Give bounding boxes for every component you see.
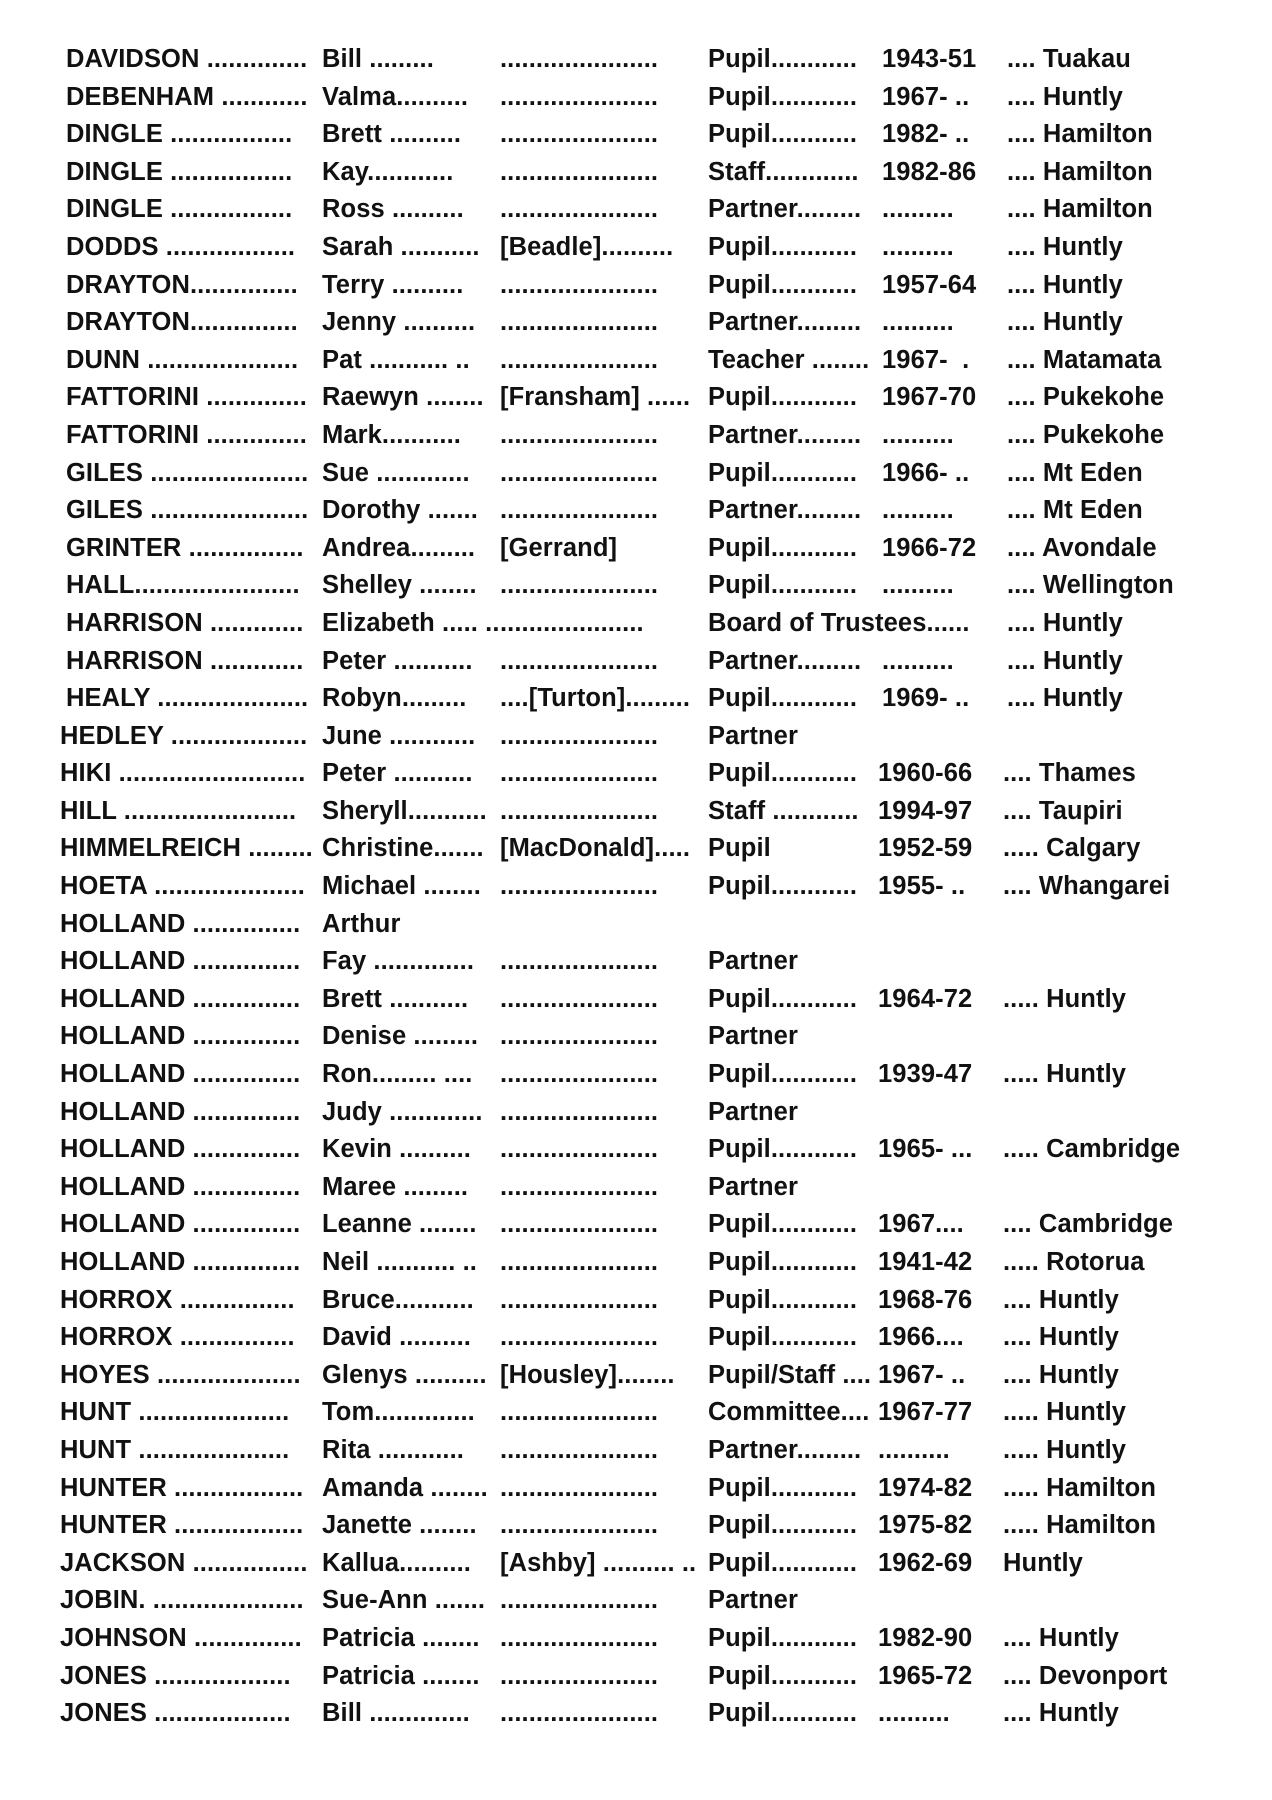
location: .... Hamilton: [1007, 120, 1153, 149]
maiden-name: [Gerrand]: [500, 533, 618, 562]
surname: HORROX ................: [60, 1285, 295, 1314]
first-name: Sarah ...........: [322, 232, 480, 261]
role: Pupil............: [708, 270, 858, 299]
years: ..........: [882, 496, 954, 525]
location: Huntly: [1003, 1548, 1083, 1577]
first-name: Kallua..........: [322, 1548, 471, 1577]
location: .... Huntly: [1007, 82, 1123, 111]
list-item: [0, 492, 1272, 530]
list-item: [0, 1394, 1272, 1432]
role: Committee....: [708, 1398, 870, 1427]
surname: GILES ......................: [66, 496, 309, 525]
first-name: Michael ........: [322, 872, 481, 901]
first-name: Dorothy .......: [322, 496, 478, 525]
maiden-name: ......................: [500, 1661, 659, 1690]
surname: HILL ........................: [60, 796, 297, 825]
location: .... Mt Eden: [1007, 458, 1143, 487]
maiden-name: ......................: [500, 1135, 659, 1164]
first-name: Jenny ..........: [322, 308, 476, 337]
list-item: [0, 116, 1272, 154]
first-name: Pat ........... ..: [322, 345, 470, 374]
location: ..... Hamilton: [1003, 1473, 1156, 1502]
surname: HOLLAND ...............: [60, 1060, 301, 1089]
years: 1967-77: [878, 1398, 973, 1427]
location: ..... Huntly: [1003, 984, 1127, 1013]
years: 1982-90: [878, 1623, 973, 1652]
maiden-name: ......................: [500, 984, 659, 1013]
years: ..........: [882, 646, 954, 675]
surname: JOBIN. .....................: [60, 1586, 304, 1615]
location: .... Huntly: [1003, 1360, 1119, 1389]
role: Pupil............: [708, 1248, 858, 1276]
surname: HOETA .....................: [60, 872, 305, 901]
surname: DINGLE .................: [66, 157, 293, 186]
location: .... Pukekohe: [1007, 420, 1165, 449]
role: Pupil............: [708, 872, 858, 901]
location: .... Pukekohe: [1007, 383, 1165, 412]
maiden-name: ......................: [500, 82, 659, 111]
years: 1965- ...: [878, 1135, 973, 1164]
first-name: Brett ...........: [322, 984, 469, 1013]
role: Staff.............: [708, 157, 859, 186]
surname: HIKI ..........................: [60, 759, 306, 788]
years: 1952-59: [878, 834, 973, 863]
list-item: [0, 605, 1272, 643]
first-name: Mark...........: [322, 420, 461, 449]
list-item: [0, 680, 1272, 718]
list-item: [0, 79, 1272, 117]
years: 1962-69: [878, 1548, 973, 1577]
maiden-name: ......................: [500, 195, 659, 224]
years: 1943-51: [882, 45, 977, 73]
years: 1966-72: [882, 533, 977, 562]
surname: DINGLE .................: [66, 120, 293, 149]
surname: GRINTER ................: [66, 533, 304, 562]
first-name: Ron......... ....: [322, 1060, 473, 1089]
years: ..........: [882, 420, 954, 449]
maiden-name: [Beadle]..........: [500, 232, 674, 261]
role: Pupil............: [708, 232, 858, 261]
list-item: [0, 1094, 1272, 1132]
maiden-name: [Ashby] .......... ..: [500, 1548, 697, 1577]
surname: HOLLAND ...............: [60, 1135, 301, 1164]
maiden-name: [MacDonald].....: [500, 834, 691, 863]
years: 1967....: [878, 1210, 964, 1239]
maiden-name: ......................: [500, 270, 659, 299]
surname: HUNTER ..................: [60, 1511, 304, 1540]
role: Pupil............: [708, 45, 858, 73]
maiden-name: ......................: [500, 1323, 659, 1352]
list-item: [0, 379, 1272, 417]
maiden-name: ......................: [500, 1586, 659, 1615]
surname: HOLLAND ...............: [60, 909, 301, 938]
surname: HUNT .....................: [60, 1435, 290, 1464]
list-item: [0, 567, 1272, 605]
list-item: [0, 455, 1272, 493]
location: .... Huntly: [1003, 1285, 1119, 1314]
first-name: Judy .............: [322, 1097, 483, 1126]
years: 1941-42: [878, 1248, 973, 1276]
list-item: [0, 304, 1272, 342]
list-item: [0, 191, 1272, 229]
directory-list: [0, 41, 1272, 1733]
location: ..... Calgary: [1003, 834, 1141, 863]
maiden-name: ....................: [500, 608, 644, 637]
role: Pupil............: [708, 82, 858, 111]
list-item: [0, 906, 1272, 944]
surname: HIMMELREICH .........: [60, 834, 313, 863]
years: 1969- ..: [882, 684, 970, 713]
location: .... Huntly: [1007, 608, 1123, 637]
surname: GILES ......................: [66, 458, 309, 487]
maiden-name: ......................: [500, 1473, 659, 1502]
list-item: [0, 417, 1272, 455]
list-item: [0, 1695, 1272, 1733]
years: 1967- ..: [882, 82, 970, 111]
role: Partner.........: [708, 195, 862, 224]
role: Pupil............: [708, 1661, 858, 1690]
surname: JACKSON ................: [60, 1548, 308, 1577]
years: ..........: [882, 308, 954, 337]
list-item: [0, 1620, 1272, 1658]
role: Pupil............: [708, 1135, 858, 1164]
surname: DRAYTON...............: [66, 270, 298, 299]
surname: FATTORINI ..............: [66, 383, 307, 412]
maiden-name: ......................: [500, 420, 659, 449]
role: Partner.........: [708, 496, 862, 525]
first-name: Sue-Ann .......: [322, 1586, 486, 1615]
maiden-name: ......................: [500, 721, 659, 750]
surname: JONES ...................: [60, 1699, 291, 1728]
maiden-name: ......................: [500, 1285, 659, 1314]
role: Partner.........: [708, 646, 862, 675]
maiden-name: ......................: [500, 1210, 659, 1239]
role: Pupil............: [708, 1473, 858, 1502]
role: Pupil/Staff ....: [708, 1360, 872, 1389]
list-item: [0, 1131, 1272, 1169]
maiden-name: ......................: [500, 120, 659, 149]
maiden-name: [Fransham] ......: [500, 383, 691, 412]
location: ..... Cambridge: [1003, 1135, 1181, 1164]
list-item: [0, 1282, 1272, 1320]
location: ..... Huntly: [1003, 1060, 1127, 1089]
list-item: [0, 342, 1272, 380]
surname: DINGLE .................: [66, 195, 293, 224]
list-item: [0, 1357, 1272, 1395]
role: Pupil............: [708, 684, 858, 713]
years: 1967- ..: [878, 1360, 966, 1389]
first-name: Christine.......: [322, 834, 484, 863]
first-name: Kay............: [322, 157, 454, 186]
role: Partner: [708, 1586, 798, 1615]
surname: HOYES ....................: [60, 1360, 301, 1389]
role: Partner.........: [708, 308, 862, 337]
first-name: David ..........: [322, 1323, 471, 1352]
role: Pupil............: [708, 1323, 858, 1352]
list-item: [0, 755, 1272, 793]
role: Partner: [708, 1172, 798, 1201]
role: Partner.........: [708, 420, 862, 449]
years: 1982-86: [882, 157, 977, 186]
location: .... Mt Eden: [1007, 496, 1143, 525]
first-name: Fay ..............: [322, 947, 475, 976]
surname: HARRISON .............: [66, 608, 304, 637]
location: .... Huntly: [1007, 684, 1123, 713]
first-name: Bill ..............: [322, 1699, 470, 1728]
years: 1967- .: [882, 345, 970, 374]
location: .... Thames: [1003, 759, 1136, 788]
first-name: Sheryll...........: [322, 796, 487, 825]
surname: DRAYTON...............: [66, 308, 298, 337]
maiden-name: ......................: [500, 1511, 659, 1540]
list-item: [0, 943, 1272, 981]
surname: JOHNSON ...............: [60, 1623, 302, 1652]
surname: HOLLAND ...............: [60, 947, 301, 976]
location: .... Huntly: [1007, 308, 1123, 337]
role: Pupil............: [708, 571, 858, 600]
location: .... Huntly: [1007, 232, 1123, 261]
list-item: [0, 41, 1272, 79]
first-name: Valma..........: [322, 82, 469, 111]
location: .... Huntly: [1003, 1699, 1119, 1728]
list-item: [0, 793, 1272, 831]
first-name: Raewyn ........: [322, 383, 484, 412]
location: .... Huntly: [1003, 1623, 1119, 1652]
years: ..........: [882, 195, 954, 224]
location: .... Hamilton: [1007, 195, 1153, 224]
surname: HALL.......................: [66, 571, 300, 600]
first-name: Rita ............: [322, 1435, 464, 1464]
location: .... Wellington: [1007, 571, 1174, 600]
years: ..........: [878, 1699, 950, 1728]
location: ..... Huntly: [1003, 1435, 1127, 1464]
first-name: Bruce...........: [322, 1285, 474, 1314]
role: Pupil............: [708, 1511, 858, 1540]
location: .... Hamilton: [1007, 157, 1153, 186]
list-item: [0, 1545, 1272, 1583]
role: Partner: [708, 947, 798, 976]
maiden-name: ......................: [500, 157, 659, 186]
list-item: [0, 718, 1272, 756]
list-item: [0, 1582, 1272, 1620]
list-item: [0, 1169, 1272, 1207]
role: Staff ............: [708, 796, 859, 825]
surname: JONES ...................: [60, 1661, 291, 1690]
list-item: [0, 267, 1272, 305]
maiden-name: ......................: [500, 796, 659, 825]
first-name: Peter ...........: [322, 646, 473, 675]
first-name: Maree .........: [322, 1172, 469, 1201]
role: Pupil: [708, 834, 771, 863]
years: 1967-70: [882, 383, 977, 412]
list-item: [0, 1056, 1272, 1094]
maiden-name: ......................: [500, 872, 659, 901]
list-item: [0, 830, 1272, 868]
maiden-name: ......................: [500, 496, 659, 525]
years: 1982- ..: [882, 120, 970, 149]
first-name: June ............: [322, 721, 476, 750]
first-name: Peter ...........: [322, 759, 473, 788]
location: .... Cambridge: [1003, 1210, 1174, 1239]
surname: HOLLAND ...............: [60, 1172, 301, 1201]
location: .... Huntly: [1003, 1323, 1119, 1352]
surname: HUNTER ..................: [60, 1473, 304, 1502]
role: Partner: [708, 721, 798, 750]
first-name: Glenys ..........: [322, 1360, 487, 1389]
location: .... Taupiri: [1003, 796, 1123, 825]
role: Pupil............: [708, 984, 858, 1013]
surname: HOLLAND ...............: [60, 1097, 301, 1126]
first-name: Patricia ........: [322, 1661, 480, 1690]
list-item: [0, 868, 1272, 906]
maiden-name: ......................: [500, 646, 659, 675]
maiden-name: ......................: [500, 1398, 659, 1427]
years: 1957-64: [882, 270, 977, 299]
first-name: Arthur: [322, 909, 401, 938]
first-name: Denise .........: [322, 1022, 479, 1051]
maiden-name: ....[Turton].........: [500, 684, 691, 713]
first-name: Shelley ........: [322, 571, 477, 600]
years: 1960-66: [878, 759, 973, 788]
surname: DODDS ..................: [66, 232, 296, 261]
maiden-name: ......................: [500, 1060, 659, 1089]
surname: DEBENHAM ............: [66, 82, 308, 111]
location: .... Huntly: [1007, 270, 1123, 299]
years: 1975-82: [878, 1511, 973, 1540]
role: Pupil............: [708, 458, 858, 487]
role: Pupil............: [708, 120, 858, 149]
maiden-name: ......................: [500, 45, 659, 73]
role: Pupil............: [708, 1285, 858, 1314]
surname: HOLLAND ...............: [60, 1248, 301, 1276]
first-name: Amanda ........: [322, 1473, 488, 1502]
first-name: Patricia ........: [322, 1623, 480, 1652]
maiden-name: ......................: [500, 947, 659, 976]
maiden-name: ......................: [500, 759, 659, 788]
first-name: Andrea.........: [322, 533, 476, 562]
surname: HOLLAND ...............: [60, 1022, 301, 1051]
maiden-name: [Housley]........: [500, 1360, 675, 1389]
surname: HOLLAND ...............: [60, 1210, 301, 1239]
years: ..........: [882, 232, 954, 261]
maiden-name: ......................: [500, 458, 659, 487]
surname: HUNT .....................: [60, 1398, 290, 1427]
surname: HARRISON .............: [66, 646, 304, 675]
first-name: Brett ..........: [322, 120, 462, 149]
list-item: [0, 1018, 1272, 1056]
maiden-name: ......................: [500, 1097, 659, 1126]
first-name: Robyn.........: [322, 684, 467, 713]
role: Pupil............: [708, 1210, 858, 1239]
location: .... Devonport: [1003, 1661, 1168, 1690]
first-name: Sue .............: [322, 458, 470, 487]
list-item: [0, 1244, 1272, 1282]
first-name: Elizabeth ..... ..: [322, 608, 500, 637]
first-name: Terry ..........: [322, 270, 464, 299]
years: 1964-72: [878, 984, 973, 1013]
list-item: [0, 229, 1272, 267]
list-item: [0, 643, 1272, 681]
role: Pupil............: [708, 1699, 858, 1728]
years: 1966- ..: [882, 458, 970, 487]
role: Pupil............: [708, 1060, 858, 1089]
list-item: [0, 1658, 1272, 1696]
surname: DUNN .....................: [66, 345, 299, 374]
years: ..........: [882, 571, 954, 600]
first-name: Janette ........: [322, 1511, 477, 1540]
location: .... Avondale: [1007, 533, 1157, 562]
role: Teacher ........: [708, 345, 870, 374]
list-item: [0, 1432, 1272, 1470]
list-item: [0, 1206, 1272, 1244]
surname: HORROX ................: [60, 1323, 295, 1352]
maiden-name: ......................: [500, 1699, 659, 1728]
list-item: [0, 530, 1272, 568]
maiden-name: ......................: [500, 1248, 659, 1276]
years: 1939-47: [878, 1060, 973, 1089]
surname: HEDLEY ...................: [60, 721, 308, 750]
maiden-name: ......................: [500, 1623, 659, 1652]
surname: FATTORINI ..............: [66, 420, 307, 449]
maiden-name: ......................: [500, 1172, 659, 1201]
role: Pupil............: [708, 759, 858, 788]
role: Pupil............: [708, 1548, 858, 1577]
role: Partner: [708, 1022, 798, 1051]
maiden-name: ......................: [500, 308, 659, 337]
maiden-name: ......................: [500, 1022, 659, 1051]
surname: HEALY .....................: [66, 684, 309, 713]
years: 1955- ..: [878, 872, 966, 901]
location: .... Matamata: [1007, 345, 1162, 374]
years: ..........: [878, 1435, 950, 1464]
location: ..... Huntly: [1003, 1398, 1127, 1427]
list-item: [0, 981, 1272, 1019]
first-name: Kevin ..........: [322, 1135, 471, 1164]
role: Pupil............: [708, 533, 858, 562]
years: 1994-97: [878, 796, 973, 825]
role: Board of Trustees......: [708, 608, 970, 637]
location: .... Whangarei: [1003, 872, 1171, 901]
years: 1974-82: [878, 1473, 973, 1502]
first-name: Ross ..........: [322, 195, 464, 224]
maiden-name: ......................: [500, 345, 659, 374]
first-name: Bill .........: [322, 45, 434, 73]
list-item: [0, 1507, 1272, 1545]
location: .... Huntly: [1007, 646, 1123, 675]
years: 1968-76: [878, 1285, 973, 1314]
first-name: Tom..............: [322, 1398, 475, 1427]
list-item: [0, 154, 1272, 192]
role: Pupil............: [708, 1623, 858, 1652]
first-name: Neil ........... ..: [322, 1248, 477, 1276]
location: .... Tuakau: [1007, 45, 1131, 73]
location: ..... Rotorua: [1003, 1248, 1145, 1276]
maiden-name: ......................: [500, 1435, 659, 1464]
maiden-name: ......................: [500, 571, 659, 600]
surname: DAVIDSON ..............: [66, 45, 308, 73]
years: 1965-72: [878, 1661, 973, 1690]
role: Partner.........: [708, 1435, 862, 1464]
surname: HOLLAND ...............: [60, 984, 301, 1013]
years: 1966....: [878, 1323, 964, 1352]
first-name: Leanne ........: [322, 1210, 477, 1239]
list-item: [0, 1319, 1272, 1357]
location: ..... Hamilton: [1003, 1511, 1156, 1540]
role: Partner: [708, 1097, 798, 1126]
role: Pupil............: [708, 383, 858, 412]
list-item: [0, 1470, 1272, 1508]
